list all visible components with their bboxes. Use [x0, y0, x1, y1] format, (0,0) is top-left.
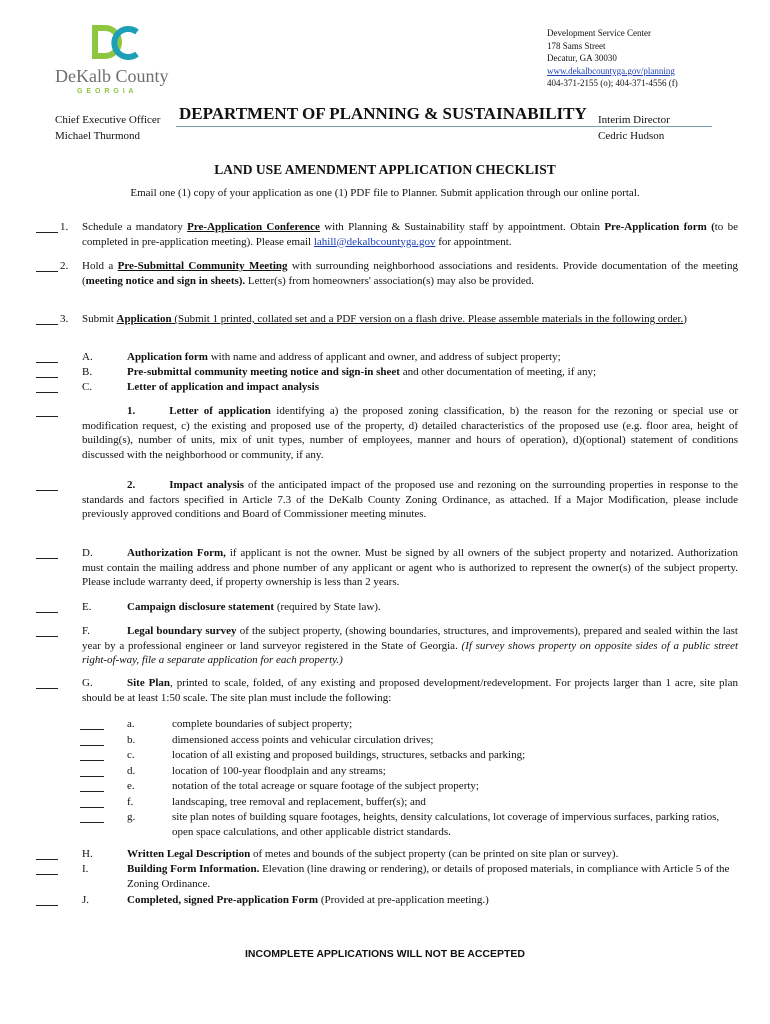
pre-application-form: Pre-Application form (: [604, 221, 715, 233]
checkbox-blank-A[interactable]: [36, 362, 58, 363]
item-C1-text: [82, 404, 738, 462]
item-B-letter: B.: [82, 366, 93, 378]
sub-letter: f.: [127, 795, 134, 808]
bold-run: Letter of application: [169, 405, 271, 417]
sub-item: [80, 779, 740, 795]
contact-city: Decatur, GA 30030: [547, 53, 617, 63]
bold-run: Site Plan: [127, 677, 171, 689]
sub-text: location of 100-year floodplain and any streams;: [172, 764, 386, 777]
bold-run: Completed, signed Pre-application Form: [127, 894, 319, 906]
text-run: Elevation (line drawing or rendering), or details of proposed materials, in compliance with Article 5 of the Zoning Ordinance.: [127, 863, 730, 890]
text-run: of the anticipated impact of the proposed use and rezoning on the surrounding properties in response to the standards and factors specified in Article 7.3 of the DeKalb County Zoning Ordinance, as attached. If a Major Modification, please include previously approved conditions and Board of Commissioner meeting minutes.: [82, 479, 738, 520]
text-run: ): [683, 313, 687, 325]
checkbox-blank[interactable]: [80, 822, 104, 823]
italic-run: (If survey shows property on opposite sides of a public street right-of-way, file a separate application for each property.): [82, 639, 739, 666]
letter: D.: [82, 547, 93, 559]
checkbox-blank[interactable]: [80, 760, 104, 761]
text-run: Schedule a mandatory: [82, 221, 188, 233]
text-run: Submit: [82, 313, 117, 325]
text-run: to be completed in pre-application meeting). Please email: [82, 221, 738, 248]
site-plan-sublist: [80, 717, 740, 841]
checkbox-blank-H[interactable]: [36, 859, 58, 860]
item-I-text: [127, 862, 739, 891]
sub-item: [80, 733, 740, 749]
text-run: if applicant is not the owner. Must be signed by all owners of the subject property and notarized. Authorization must contain the mailing address and phone number of any applicant or agent who is authorized to represent the owner(s) of the subject property. Please include warranty deed, if property ownership is less than 2 years.: [82, 547, 738, 588]
sub-letter: c.: [127, 749, 135, 761]
item-H-letter: H.: [82, 848, 93, 860]
item-2-text: [82, 259, 738, 288]
sub-letter: e.: [127, 780, 135, 792]
checkbox-blank-1[interactable]: [36, 232, 58, 233]
item-I-letter: I.: [82, 863, 89, 875]
text-run: with name and address of applicant and owner, and address of subject property;: [207, 351, 561, 363]
item-H-text: [127, 847, 739, 862]
sub-text: landscaping, tree removal and replacement, buffer(s); and: [172, 795, 426, 808]
sub-letter: a.: [127, 718, 135, 730]
text-run: Letter(s) from homeowners' association(s) may also be provided.: [245, 274, 534, 287]
sub-item: [80, 795, 740, 811]
contact-phone: 404-371-2155 (o); 404-371-4556 (f): [547, 78, 678, 88]
planning-url-link[interactable]: www.dekalbcountyga.gov/planning: [547, 65, 675, 76]
sub-item: [80, 810, 740, 841]
checkbox-blank-C[interactable]: [36, 392, 58, 393]
org-state: G E O R G I A: [77, 88, 135, 95]
item-E-text: [82, 600, 738, 615]
item-J-letter: J.: [82, 894, 90, 906]
text-run: (Provided at pre-application meeting.): [318, 894, 489, 906]
meeting-notice: meeting notice and sign in sheets).: [85, 274, 246, 287]
application-label: Application: [116, 313, 172, 325]
checkbox-blank-I[interactable]: [36, 874, 58, 875]
intro-text: Email one (1) copy of your application as one (1) PDF file to Planner. Submit application through our online portal.: [130, 187, 640, 199]
bold-run: Application form: [127, 351, 208, 363]
checkbox-blank[interactable]: [80, 807, 104, 808]
sub-item: [80, 764, 740, 780]
text-run: of the subject property, (showing boundaries, structures, and improvements), prepared and sealed within the last year by a professional engineer or land surveyor registered in the State of Georgia.: [82, 625, 738, 652]
checkbox-blank[interactable]: [80, 776, 104, 777]
checkbox-blank-G[interactable]: [36, 688, 58, 689]
checkbox-blank-J[interactable]: [36, 905, 58, 906]
item-D-text: [82, 546, 738, 590]
item-J-text: [127, 893, 739, 908]
item-C-text: [127, 380, 739, 395]
sub-text: complete boundaries of subject property;: [172, 718, 353, 730]
checkbox-blank-2[interactable]: [36, 271, 58, 272]
sub-text: dimensioned access points and vehicular circulation drives;: [172, 733, 434, 746]
item-A-text: [127, 350, 739, 365]
checkbox-blank-C2[interactable]: [36, 490, 58, 491]
checkbox-blank-E[interactable]: [36, 612, 58, 613]
bold-run: Written Legal Description: [127, 848, 251, 860]
text-run: identifying a) the proposed zoning classification, b) the reason for the rezoning or special use or modification request, c) the existing and proposed use of the property, d) detailed characteristics of the proposed use (e.g. floor area, height of building(s), number of units, mix of unit types, number of employees, manner and hours of operation), d)(optional) statement of conditions discussed with the neighborhood or community, if any.: [82, 405, 738, 461]
item-1-text: [82, 220, 738, 249]
checkbox-blank-B[interactable]: [36, 377, 58, 378]
item-F-text: [82, 624, 738, 668]
text-run: (Submit 1 printed, collated set and a PDF version on a flash drive. Please assemble materials in the following order.: [171, 313, 684, 325]
item-C2-text: [82, 478, 738, 522]
bold-run: Building Form Information.: [127, 863, 260, 875]
letter: E.: [82, 601, 92, 613]
sub-item: [80, 748, 740, 764]
item-G-text: [82, 676, 738, 705]
item-3-num: 3.: [60, 313, 69, 325]
sub-letter: b.: [127, 733, 136, 746]
item-1-num: 1.: [60, 221, 69, 233]
sub-item: [80, 717, 740, 733]
contact-street: 178 Sams Street: [547, 40, 606, 51]
checkbox-blank-C1[interactable]: [36, 416, 58, 417]
pre-submittal-meeting: Pre-Submittal Community Meeting: [117, 260, 288, 272]
bold-run: Pre-submittal community meeting notice and sign-in sheet: [127, 366, 400, 378]
item-2-num: 2.: [60, 260, 69, 272]
bold-run: Authorization Form,: [127, 547, 226, 559]
dekalb-logo: [55, 24, 185, 96]
text-run: and other documentation of meeting, if any;: [399, 366, 597, 378]
letter: G.: [82, 677, 93, 689]
num: 1.: [127, 405, 136, 417]
incomplete-warning: INCOMPLETE APPLICATIONS WILL NOT BE ACCEPTED: [244, 948, 525, 960]
text-run: Hold a: [82, 260, 118, 272]
sub-letter: d.: [127, 764, 136, 777]
contact-block: [547, 27, 678, 90]
org-name: DeKalb County: [55, 66, 169, 86]
checkbox-blank-3[interactable]: [36, 324, 58, 325]
checkbox-blank-F[interactable]: [36, 636, 58, 637]
sub-letter: g.: [127, 811, 136, 823]
checkbox-blank-D[interactable]: [36, 558, 58, 559]
page-title: LAND USE AMENDMENT APPLICATION CHECKLIST: [214, 162, 556, 177]
checkbox-blank[interactable]: [80, 791, 104, 792]
dc-logo-icon: [91, 24, 151, 64]
sub-text: notation of the total acreage or square footage of the subject property;: [172, 780, 479, 792]
pre-application-conference: Pre-Application Conference: [187, 221, 320, 233]
text-run: for appointment.: [435, 235, 512, 248]
item-B-text: [127, 365, 739, 380]
department-title: DEPARTMENT OF PLANNING & SUSTAINABILITY: [179, 104, 587, 123]
bold-run: Campaign disclosure statement: [127, 601, 275, 613]
bold-run: Impact analysis: [169, 479, 245, 491]
bold-run: Letter of application and impact analysis: [127, 381, 320, 393]
contact-name: Development Service Center: [547, 28, 651, 38]
text-run: of metes and bounds of the subject property (can be printed on site plan or survey).: [250, 848, 619, 860]
director-title: Interim Director: [598, 114, 670, 126]
item-A-letter: A.: [82, 351, 93, 363]
checkbox-blank[interactable]: [80, 729, 104, 730]
letter: F.: [82, 625, 90, 637]
checkbox-blank[interactable]: [80, 745, 104, 746]
ceo-name: Michael Thurmond: [55, 130, 141, 142]
text-run: , printed to scale, folded, of any existing and proposed development/redevelopment. For projects larger than 1 acre, site plan should be at least 1:50 scale. The site plan must include the following:: [82, 677, 738, 704]
sub-text: site plan notes of building square footages, heights, density calculations, lot coverage of impervious surfaces, parking ratios, open space calculations, and other applicable district standards.: [172, 811, 720, 838]
item-C-letter: C.: [82, 381, 93, 393]
num: 2.: [127, 479, 136, 491]
email-link[interactable]: lahill@dekalbcountyga.gov: [313, 235, 436, 248]
bold-run: Legal boundary survey: [127, 625, 237, 637]
text-run: with surrounding neighborhood associations and residents. Provide documentation of the meeting (: [82, 260, 738, 287]
text-run: (required by State law).: [274, 601, 381, 613]
ceo-title: Chief Executive Officer: [55, 114, 161, 126]
director-name: Cedric Hudson: [598, 130, 665, 142]
sub-text: location of all existing and proposed buildings, structures, setbacks and parking;: [172, 749, 526, 761]
item-3-text: [82, 312, 738, 327]
text-run: with Planning & Sustainability staff by appointment. Obtain: [319, 221, 605, 233]
